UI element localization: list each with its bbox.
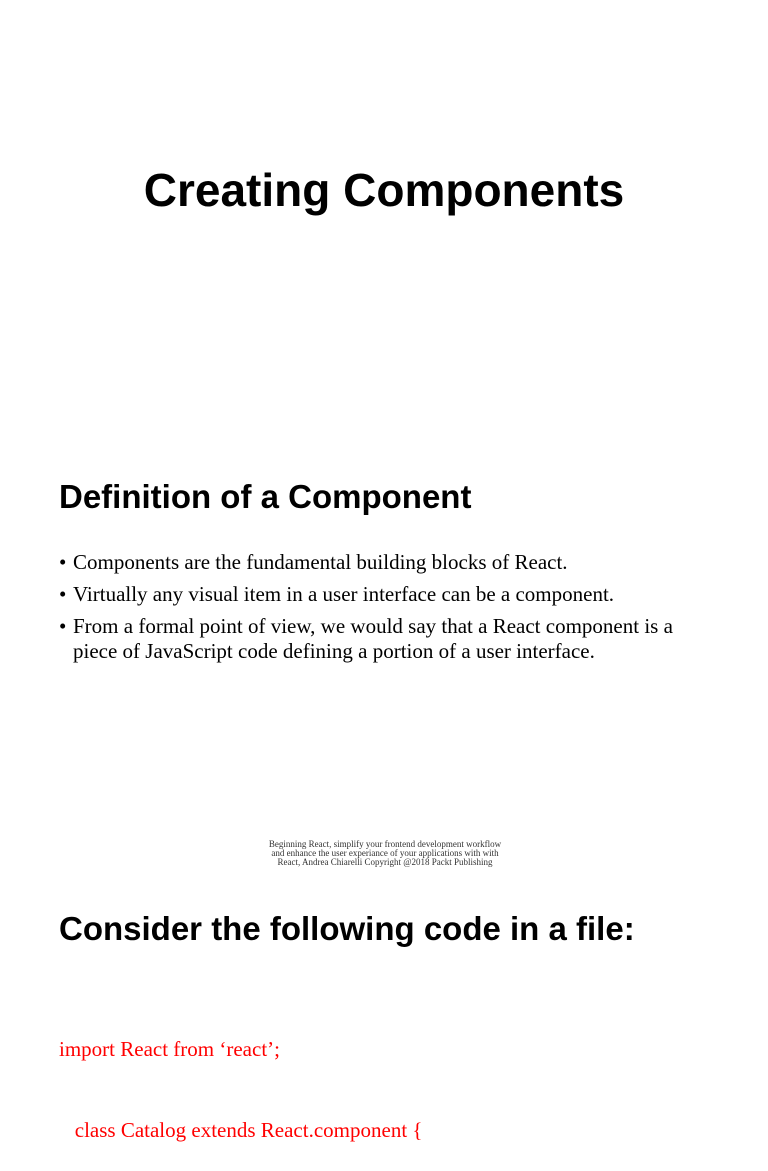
bullet-dot-icon: • xyxy=(59,614,67,638)
code-line: class Catalog extends React.component { xyxy=(59,1118,423,1142)
bullet-item xyxy=(59,582,709,607)
footer-line: Beginning React, simplify your frontend development workflow xyxy=(268,839,502,849)
code-line: import React from ‘react’; xyxy=(59,1037,280,1061)
definition-heading: Definition of a Component xyxy=(59,478,472,515)
code-snippet xyxy=(59,982,759,1142)
slide-title: Creating Components xyxy=(143,164,625,216)
bullet-dot-icon: • xyxy=(59,582,67,606)
code-section-heading: Consider the following code in a file: xyxy=(59,910,635,947)
bullet-item xyxy=(59,550,709,575)
bullet-text: Virtually any visual item in a user interface can be a component. xyxy=(73,582,615,606)
footer-line: and enhance the user experiance of your applications with with xyxy=(271,848,499,858)
bullet-item xyxy=(59,614,709,664)
footer-line: React, Andrea Chiarelli Copyright @2018 Packt Publishing xyxy=(277,857,493,867)
bullet-dot-icon: • xyxy=(59,550,67,574)
bullet-text: From a formal point of view, we would say that a React component is a piece of JavaScript code defining a portion of a user interface. xyxy=(73,614,673,663)
definition-bullet-list xyxy=(59,550,709,671)
copyright-footer xyxy=(230,840,540,865)
bullet-text: Components are the fundamental building blocks of React. xyxy=(73,550,568,574)
